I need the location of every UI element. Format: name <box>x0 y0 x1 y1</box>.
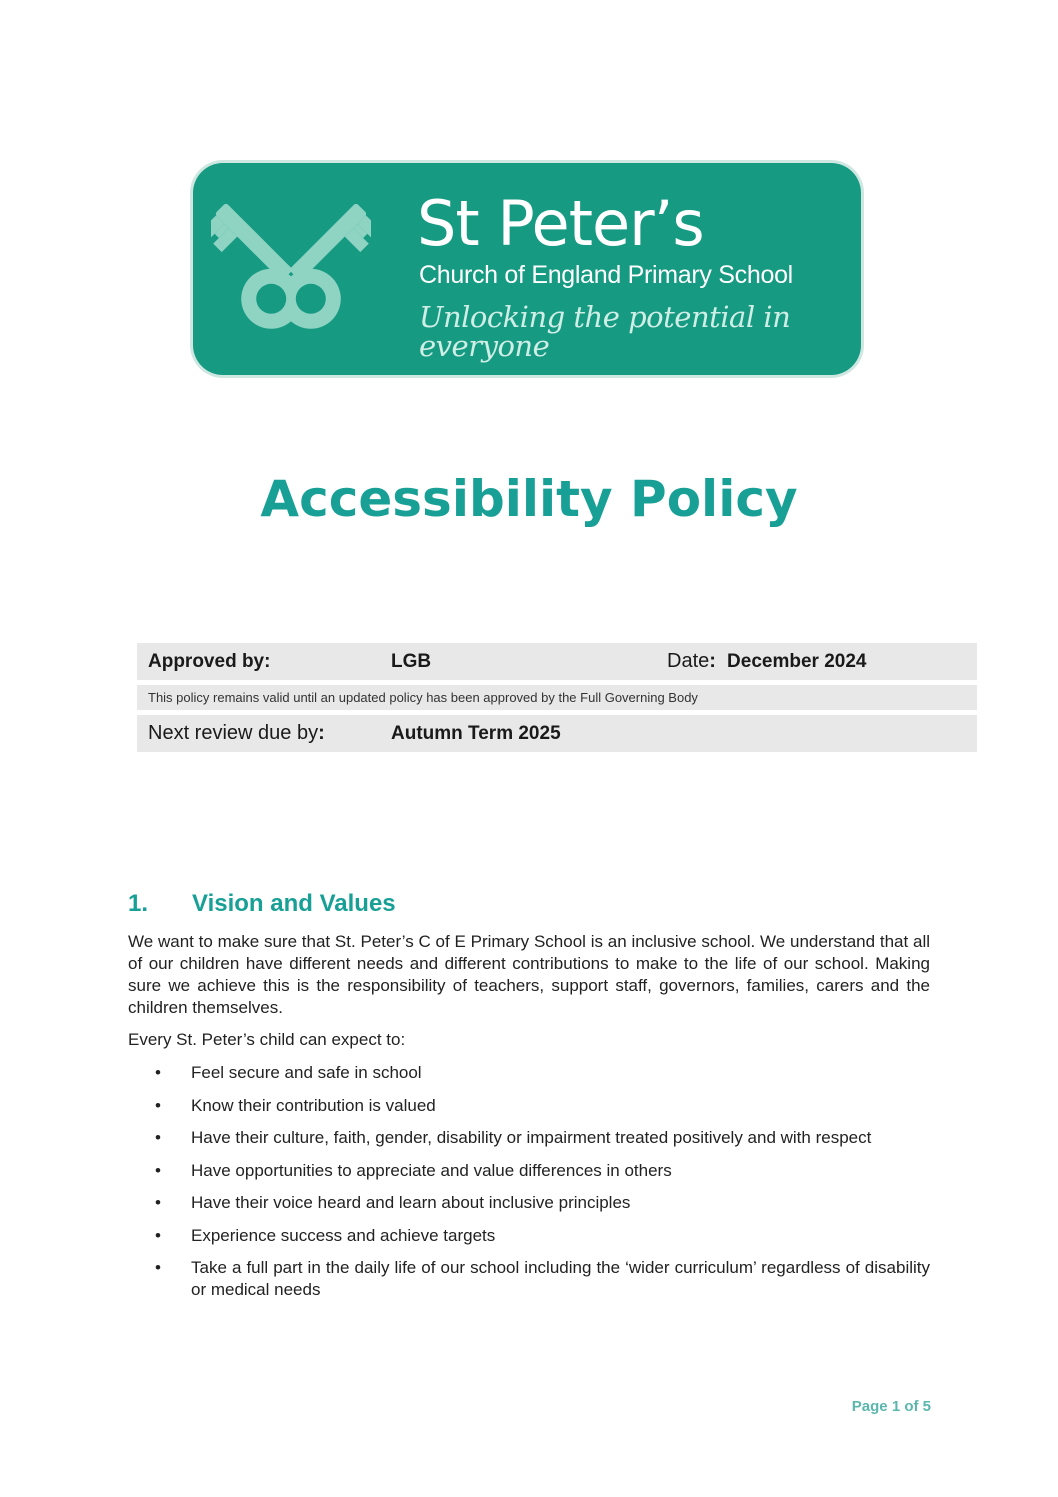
list-item <box>128 1225 930 1247</box>
list-item-text: Have their voice heard and learn about inclusive principles <box>191 1193 631 1212</box>
list-item <box>128 1127 930 1149</box>
bullet-icon: • <box>155 1160 161 1180</box>
approval-row <box>137 643 977 680</box>
section-paragraph: We want to make sure that St. Peter’s C of E Primary School is an inclusive school. We understand that all of our children have different needs and different contributions to make to the life of our school. Making sure we achieve this is the responsibility of teachers, support staff, governors, families, carers and the children themselves. <box>128 932 930 1017</box>
next-review-label: Next review due by <box>148 722 319 744</box>
list-item <box>128 1160 930 1182</box>
list-item-text: Have opportunities to appreciate and value differences in others <box>191 1160 672 1180</box>
validity-row <box>137 685 977 710</box>
bullet-icon: • <box>155 1258 161 1277</box>
expectations-list <box>128 1062 930 1312</box>
logo-school-name: St Peter’s <box>417 187 704 260</box>
list-item <box>128 1062 930 1084</box>
date-colon: : <box>709 650 716 672</box>
list-item <box>128 1095 930 1117</box>
next-review-value: Autumn Term 2025 <box>391 723 561 744</box>
list-item-text: Experience success and achieve targets <box>191 1225 496 1245</box>
bullet-icon: • <box>155 1193 161 1212</box>
validity-note: This policy remains valid until an updated policy has been approved by the Full Governing Body <box>148 690 698 705</box>
list-item-text: Take a full part in the daily life of our school including the ‘wider curriculum’ regardless of disability or medical needs <box>191 1258 930 1299</box>
school-logo <box>193 163 861 375</box>
section-title: Vision and Values <box>192 890 396 917</box>
list-item <box>128 1192 930 1214</box>
section-heading <box>128 890 396 918</box>
bullet-icon: • <box>155 1095 161 1115</box>
list-item-text: Know their contribution is valued <box>191 1095 436 1115</box>
section-intro: Every St. Peter’s child can expect to: <box>128 1030 406 1049</box>
approved-by-value: LGB <box>391 651 432 672</box>
date-value: December 2024 <box>727 651 867 672</box>
bullet-icon: • <box>155 1063 161 1082</box>
bullet-icon: • <box>155 1128 161 1147</box>
next-review-label-field <box>148 715 325 752</box>
review-row <box>137 715 977 752</box>
next-review-colon: : <box>318 722 325 744</box>
section-number: 1. <box>128 890 149 917</box>
logo-school-subtitle: Church of England Primary School <box>419 261 793 289</box>
date-field <box>667 643 866 680</box>
page-number: Page 1 of 5 <box>851 1398 931 1415</box>
document-title: Accessibility Policy <box>260 470 798 528</box>
bullet-icon: • <box>155 1225 161 1245</box>
approved-by-label: Approved by: <box>148 651 271 672</box>
list-item <box>128 1257 930 1301</box>
logo-motto: Unlocking the potential in everyone <box>419 300 791 363</box>
list-item-text: Feel secure and safe in school <box>191 1063 422 1082</box>
list-item-text: Have their culture, faith, gender, disability or impairment treated positively and with respect <box>191 1128 872 1147</box>
date-label: Date <box>667 650 710 672</box>
crossed-keys-icon <box>211 199 371 349</box>
